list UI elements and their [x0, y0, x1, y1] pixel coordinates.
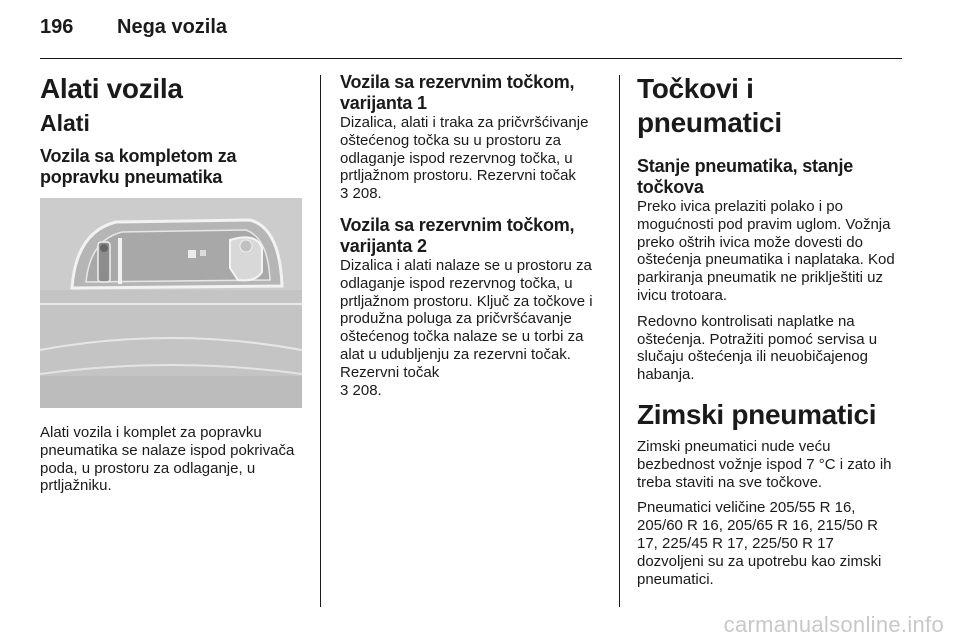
spare-wheel-v2-text: Dizalica i alati nalaze se u prostoru za odlaganje ispod rezervnog točka, u prtljažnom prostoru. Ključ za točkove i produžna poluga za pričvršćavanje oštećenog točka nalaze se u torbi za alat u udubljenju za rezervni točak. Rezervni točak [340, 256, 593, 381]
spare-wheel-v2-heading: Vozila sa rezervnim točkom, varijanta 2 [340, 214, 575, 256]
spare-wheel-v1-body [340, 114, 604, 203]
kit-heading: Vozila sa kompletom za popravku pneumatika [40, 146, 237, 187]
page-ref-arrow-icon: 3 [340, 185, 349, 203]
rim-inspection-body: Redovno kontrolisati naplatke na oštećenja. Potražiti pomoć servisa u slučaju oštećenja ili neuobičajenog habanja. [637, 312, 878, 384]
tyre-condition-body: Preko ivica prelaziti polako i po mogućnosti pod pravim uglom. Vožnja preko oštrih ivica može dovesti do oštećenja pneumatika i naplataka. Kod parkiranja pneumatik ne priklještiti uz ivicu trotoara. [637, 198, 895, 304]
header-rule [40, 58, 902, 59]
column-3 [637, 72, 903, 588]
trunk-tool-kit-figure [40, 198, 302, 408]
column-2 [340, 72, 604, 399]
spare-wheel-v2-body [340, 257, 604, 399]
section-subtitle: Alati [40, 110, 90, 136]
column-divider-1 [320, 75, 321, 607]
trunk-tool-kit-icon [40, 198, 302, 408]
winter-tyres-body: Zimski pneumatici nude veću bezbednost vožnje ispod 7 °C i zato ih treba staviti na sve točkove. [637, 437, 892, 491]
spare-wheel-v1-heading: Vozila sa rezervnim točkom, varijanta 1 [340, 72, 575, 113]
section-title: Alati vozila [40, 73, 183, 104]
spare-wheel-v1-text: Dizalica, alati i traka za pričvršćivanje oštećenog točka su u prostoru za odlaganje ispod rezervnog točka, u prtljažnom prostoru. Rezervni točak [340, 114, 589, 185]
kit-body: Alati vozila i komplet za popravku pneumatika se nalaze ispod pokrivača poda, u prostoru za odlaganje, u prtljažniku. [40, 424, 295, 495]
page-reference-link[interactable]: 208. [352, 185, 382, 203]
tyre-condition-heading: Stanje pneumatika, stanje točkova [637, 156, 854, 197]
page-ref-arrow-icon: 3 [340, 381, 349, 399]
column-divider-2 [619, 75, 620, 607]
page-number: 196 [40, 16, 74, 38]
winter-tyres-title: Zimski pneumatici [637, 398, 877, 430]
page-reference-link[interactable]: 208. [352, 381, 382, 399]
wheels-tyres-title: Točkovi i pneumatici [637, 73, 782, 138]
footer-watermark: carmanualsonline.info [723, 612, 944, 637]
chapter-title: Nega vozila [117, 16, 228, 38]
column-1 [40, 72, 304, 495]
winter-tyre-sizes-body: Pneumatici veličine 205/55 R 16, 205/60 R 16, 205/65 R 16, 215/50 R 17, 225/45 R 17, 225/50 R 17 dozvoljeni su za upotrebu kao zimski pneumatici. [637, 499, 882, 588]
